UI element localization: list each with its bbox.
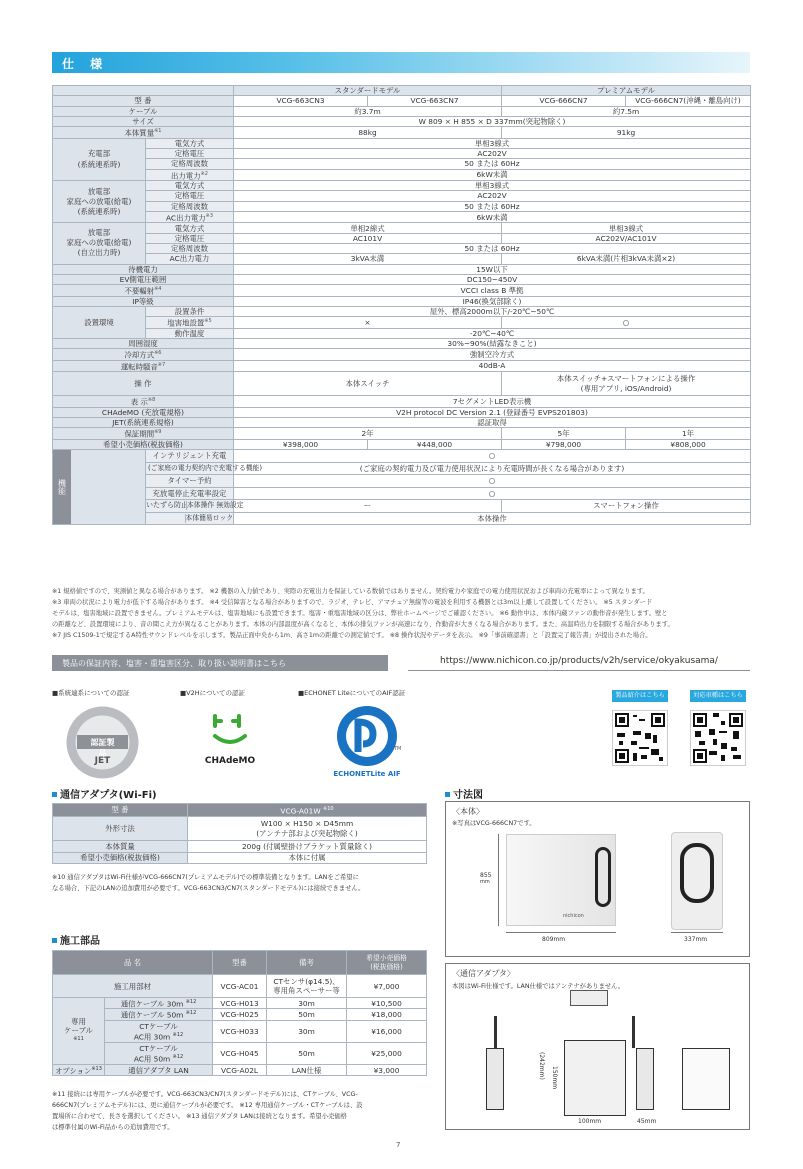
echonet-tm: TM	[394, 746, 402, 752]
group-label: 放電部 家庭への放電(給電) (自立出力時)	[53, 223, 146, 264]
row-label: EV側電圧範囲	[53, 274, 234, 284]
value: 50 または 60Hz	[234, 159, 751, 169]
row-label: 型 番	[53, 804, 188, 817]
adapter-side-right	[636, 1048, 654, 1110]
jet-seal-text: 認証製品	[90, 738, 115, 758]
price: ¥808,000	[626, 439, 751, 449]
value: 強制空冷方式	[234, 349, 751, 360]
side-cable	[680, 843, 714, 903]
value: 6kW未満	[234, 211, 751, 222]
support-url[interactable]: https://www.nichicon.co.jp/products/v2h/service/okyakusama/	[408, 656, 750, 671]
cert-label-echonet: ■ECHONET LiteについてのAIF認証	[298, 689, 406, 697]
value: -20℃~40℃	[234, 328, 751, 338]
part-name: CTケーブル AC用 50m $^{※12}$	[105, 1042, 213, 1064]
row-label: 定格電圧	[146, 191, 234, 201]
page-number: 7	[396, 1141, 401, 1149]
row-label: 動作温度	[146, 328, 234, 338]
value: 50 または 60Hz	[234, 243, 751, 253]
value: 単相2線式	[234, 223, 502, 233]
part-remark: 30m	[267, 998, 347, 1009]
row-label: CHAdeMO (充放電規格)	[53, 407, 234, 417]
model-3: VCG-666CN7	[502, 96, 626, 106]
row-label: (ご家庭の電力契約内で充電する機能)	[146, 462, 234, 475]
row-label: 操 作	[53, 372, 234, 396]
row-label: 電気方式	[146, 138, 234, 148]
part-remark: 50m	[267, 1042, 347, 1064]
chademo-logo	[205, 712, 255, 772]
value: 単相3線式	[234, 181, 751, 191]
echonet-logo	[328, 702, 406, 782]
adapter-top-view	[570, 990, 608, 1006]
group-label: 充電部 (系統連系時)	[53, 138, 146, 180]
value: AC202V	[234, 148, 751, 158]
value: VCG-A01W $^{※10}$	[188, 804, 427, 817]
dims-title: 寸法図	[445, 786, 483, 801]
value: ー	[234, 500, 502, 513]
row-label: ケーブル	[53, 106, 234, 116]
part-remark: CTセンサ(φ14.5)、 専用角スペーサー等	[267, 975, 347, 998]
part-name: 通信ケーブル 30m $^{※12}$	[105, 998, 213, 1009]
row-label: AC出力電力$^{※3}$	[146, 211, 234, 222]
brand-mark: nichicon	[563, 913, 584, 919]
option-label: オプション$^{※13}$	[53, 1064, 105, 1075]
value: ×	[234, 317, 502, 328]
row-label: 設置条件	[146, 306, 234, 316]
spec-section-header	[52, 52, 750, 73]
value: 認証取得	[234, 417, 751, 427]
value: W 809 × H 855 × D 337mm(突起物除く)	[234, 116, 751, 126]
row-label: 待機電力	[53, 264, 234, 274]
value: 15W以下	[234, 264, 751, 274]
antenna-icon	[494, 1016, 497, 1048]
row-label: 表 示$^{※8}$	[53, 396, 234, 407]
row-label: 不要輻射$^{※4}$	[53, 285, 234, 296]
qr-code-cars[interactable]	[690, 710, 746, 766]
part-remark: 30m	[267, 1020, 347, 1042]
value: スマートフォン操作	[502, 500, 751, 513]
parts-notes: ※11 接続には専用ケーブルが必要です。VCG-663CN3/CN7(スタンダードモデル)には、CTケーブル、VCG- 666CN7(プレミアムモデル)には、更に通信ケーブルが必要です。 ※12 専用通信ケーブル・CTケーブルは、設 置場所に合わせて、長さを選択してください。 ※13 通信アダプタ LANは接続となります。希望小売価格 は標準付属のWi-Fi品からの追加費用です。	[52, 1091, 363, 1131]
value: 単相3線式	[234, 138, 751, 148]
col-header: 備考	[267, 951, 347, 975]
row-label: 定格周波数	[146, 201, 234, 211]
model-1: VCG-663CN3	[234, 96, 368, 106]
wifi-title: 通信アダプタ(Wi-Fi)	[52, 786, 157, 801]
row-label: 運転時騒音$^{※7}$	[53, 360, 234, 371]
col-header: 希望小売価格 (税抜価格)	[347, 951, 427, 975]
row-label: 型 番	[53, 96, 234, 106]
adapter-front-view	[564, 1040, 626, 1116]
part-remark: LAN仕様	[267, 1064, 347, 1075]
body-note: ※写真はVCG-666CN7です。	[452, 820, 536, 827]
row-label: 電気方式	[146, 181, 234, 191]
row-label: サイズ	[53, 116, 234, 126]
value: 5年	[502, 428, 626, 439]
adapter-back-view	[682, 1048, 730, 1110]
charger-side-image	[671, 832, 723, 930]
row-label: 周囲湿度	[53, 338, 234, 348]
row-label: 希望小売価格(税抜価格)	[53, 852, 188, 864]
group-label: 設置環境	[53, 306, 146, 338]
dim-height: 855 mm	[480, 872, 492, 885]
value: 40dB-A	[234, 360, 751, 371]
value: 7セグメントLED表示機	[234, 396, 751, 407]
cert-label-jet: ■系統連系についての認証	[52, 689, 130, 697]
value: 本体操作	[234, 512, 751, 525]
body-dimension-box	[445, 801, 750, 957]
row-label: 本体質量	[53, 841, 188, 853]
adapter-title: 〈通信アダプタ〉	[452, 969, 515, 978]
part-remark: 50m	[267, 1009, 347, 1020]
model-4: VCG-666CN7(沖縄・離島向け)	[626, 96, 751, 106]
value: 屋外、標高2000m以下/-20℃~50℃	[234, 306, 751, 316]
part-price: ¥3,000	[347, 1064, 427, 1075]
value: 単相3線式	[502, 223, 751, 233]
value: ○	[234, 487, 751, 500]
jet-logo	[65, 705, 140, 780]
func-group-label: 機能	[53, 450, 71, 524]
dim-adapter-w: 100mm	[578, 1118, 602, 1125]
row-label: IP等級	[53, 296, 234, 306]
value: ○	[502, 317, 751, 328]
dim-adapter-h1: (242mm)	[538, 1052, 545, 1080]
part-model: VCG-A02L	[213, 1064, 267, 1075]
model-2: VCG-663CN7	[368, 96, 502, 106]
price: ¥798,000	[502, 439, 626, 449]
body-title: 〈本体〉	[452, 807, 484, 816]
dim-line-h	[498, 834, 499, 926]
value: V2H protocol DC Version 2.1 (登録番号 EVPS201803)	[234, 407, 751, 417]
row-label: タイマー予約	[146, 475, 234, 488]
row-label: 保証期間$^{※9}$	[53, 428, 234, 439]
value: 91kg	[502, 127, 751, 138]
qr-code-intro[interactable]	[612, 710, 668, 766]
func-group	[53, 450, 146, 525]
group-label: 放電部 家庭への放電(給電) (系統連系時)	[53, 181, 146, 223]
part-model: VCG-H013	[213, 998, 267, 1009]
part-name: CTケーブル AC用 30m $^{※12}$	[105, 1020, 213, 1042]
dim-width: 809mm	[542, 936, 566, 943]
part-price: ¥7,000	[347, 975, 427, 998]
value: 200g (付属壁掛けブラケット質量除く)	[188, 841, 427, 853]
parts-title: 施工部品	[52, 932, 100, 947]
adapter-dimension-box	[445, 963, 750, 1130]
value: 2年	[234, 428, 502, 439]
charger-front-image	[506, 834, 616, 926]
value: 本体スイッチ+スマートフォンによる操作 (専用アプリ, iOS/Android)	[502, 372, 751, 396]
dim-adapter-h2: 150mm	[551, 1066, 558, 1090]
value: 50 または 60Hz	[234, 201, 751, 211]
row-label: 希望小売価格(税抜価格)	[53, 439, 234, 449]
row-label: 定格周波数	[146, 159, 234, 169]
row-label: 定格周波数	[146, 243, 234, 253]
row-label: 電気方式	[146, 223, 234, 233]
value: 88kg	[234, 127, 502, 138]
part-model: VCG-AC01	[213, 975, 267, 998]
value: ○	[234, 475, 751, 488]
cable-group: 専用 ケーブル ※11	[53, 998, 105, 1065]
row-label: 外形寸法	[53, 817, 188, 841]
value: AC202V/AC101V	[502, 233, 751, 243]
parts-table	[52, 950, 427, 1076]
row-label: 塩害地設置$^{※5}$	[146, 317, 234, 328]
col-header: 型番	[213, 951, 267, 975]
part-price: ¥10,500	[347, 998, 427, 1009]
section-title: 仕 様	[62, 57, 109, 71]
value: 6kW未満	[234, 169, 751, 180]
value: W100 × H150 × D45mm (アンテナ部および突起物除く)	[188, 817, 427, 841]
price: ¥398,000	[234, 439, 368, 449]
warranty-link-bar[interactable]: 製品の保証内容、塩害・重塩害区分、取り扱い説明書はこちら	[52, 655, 388, 671]
price: ¥448,000	[368, 439, 502, 449]
value: 約7.5m	[502, 106, 751, 116]
value: DC150~450V	[234, 274, 751, 284]
row-label: 本体質量$^{※1}$	[53, 127, 234, 138]
spec-table	[52, 85, 751, 525]
qr-label-intro: 製品紹介はこちら	[612, 690, 668, 702]
value: VCCI class B 準拠	[234, 285, 751, 296]
value: 30%~90%(結露なきこと)	[234, 338, 751, 348]
part-price: ¥25,000	[347, 1042, 427, 1064]
antenna-icon-2	[632, 1016, 635, 1048]
chademo-text: CHAdeMO	[204, 756, 256, 766]
group-standard: スタンダードモデル	[234, 86, 502, 96]
adapter-note: 本図はWi-Fi仕様です。LAN仕様ではアンテナがありません。	[452, 983, 625, 990]
value: 6kVA未満(片相3kVA未満×2)	[502, 254, 751, 264]
prank-group: いたずら防止 本体操作 無効設定	[146, 500, 234, 513]
group-premium: プレミアムモデル	[502, 86, 751, 96]
adapter-side-left	[486, 1048, 504, 1110]
value: 3kVA未満	[234, 254, 502, 264]
part-name: 通信ケーブル 50m $^{※12}$	[105, 1009, 213, 1020]
part-name: 施工用部材	[53, 975, 213, 998]
row-label: 出力電力$^{※2}$	[146, 169, 234, 180]
value: AC202V	[234, 191, 751, 201]
row-label: 充放電停止充電率設定	[146, 487, 234, 500]
row-label: AC出力電力	[146, 254, 234, 264]
part-price: ¥18,000	[347, 1009, 427, 1020]
wifi-notes: ※10 通信アダプタはWi-Fi仕様がVCG-666CN7(プレミアムモデル)での標準装備となります。LANをご希望に なる場合、下記のLANの追加費用が必要です。VCG-663CN3/CN7(スタンダードモデル)には接続できません。	[52, 874, 365, 892]
echonet-text: ECHONETLite AIF	[333, 770, 401, 778]
row-label: JET(系統連系規格)	[53, 417, 234, 427]
part-model: VCG-H033	[213, 1020, 267, 1042]
value: 本体に付属	[188, 852, 427, 864]
wifi-table	[52, 803, 427, 864]
value: ○	[234, 450, 751, 463]
cert-label-v2h: ■V2Hについての認証	[180, 689, 245, 697]
dim-adapter-d: 45mm	[637, 1118, 657, 1125]
dim-depth: 337mm	[684, 936, 708, 943]
value: 約3.7m	[234, 106, 502, 116]
jet-text: JET	[94, 756, 111, 766]
row-label: 冷却方式$^{※6}$	[53, 349, 234, 360]
value: (ご家庭の契約電力及び電力使用状況により充電時間が長くなる場合があります)	[234, 462, 751, 475]
qr-label-cars: 対応車種はこちら	[690, 690, 746, 702]
value: 本体スイッチ	[234, 372, 502, 396]
value: 1年	[626, 428, 751, 439]
row-label: インテリジェント充電	[146, 450, 234, 463]
spec-notes: ※1 規格値ですので、実測値と異なる場合があります。 ※2 機器の入力値であり、実際の充電出力を保証している数値ではありません。契約電力や家庭での電力使用状況および車両の充電率によって異なります。 ※3 車両の状況により電力が低下する場合があります。 ※4 受信障害となる場合がありますので、ラジオ、テレビ、アマチュア無線等の電波を利用する機器とは3m以上離して設置してください。 ※5 スタンダード モデルは、塩害地域に設置できません。プレミアムモデルは、塩害地域にも設置できます。塩害・重塩害地域の区分は、弊社ホームページでご確認ください。 ※6 動作中は、本体内蔵ファンの動作音が発生します。壁と の距離など、設置環境により、音の聞こえ方が異なることがあります。本体の内部温度が高くなると、本体の排気ファンが高速になり、作動音が大きくなる場合があります。また、高温時出力を制限する場合があります。 ※7 JIS C1509-1で規定するA特性サウンドレベルを示します。製品正面中央から1m、高さ1mの距離での測定値です。 ※8 操作状況やデータを表示。 ※9「事前確認書」と「設置完了報告書」が提出された場合。	[52, 588, 674, 639]
value: IP46(換気部除く)	[234, 296, 751, 306]
part-name: 通信アダプタ LAN	[105, 1064, 213, 1075]
row-label: 定格電圧	[146, 148, 234, 158]
col-header: 品 名	[53, 951, 213, 975]
row-label: 本体簡易ロック	[146, 512, 234, 525]
row-label: 定格電圧	[146, 233, 234, 243]
part-model: VCG-H025	[213, 1009, 267, 1020]
value: AC101V	[234, 233, 502, 243]
part-model: VCG-H045	[213, 1042, 267, 1064]
dim-line-d	[671, 932, 723, 933]
dim-line-w	[506, 932, 616, 933]
cable-holder	[595, 847, 611, 907]
part-price: ¥16,000	[347, 1020, 427, 1042]
